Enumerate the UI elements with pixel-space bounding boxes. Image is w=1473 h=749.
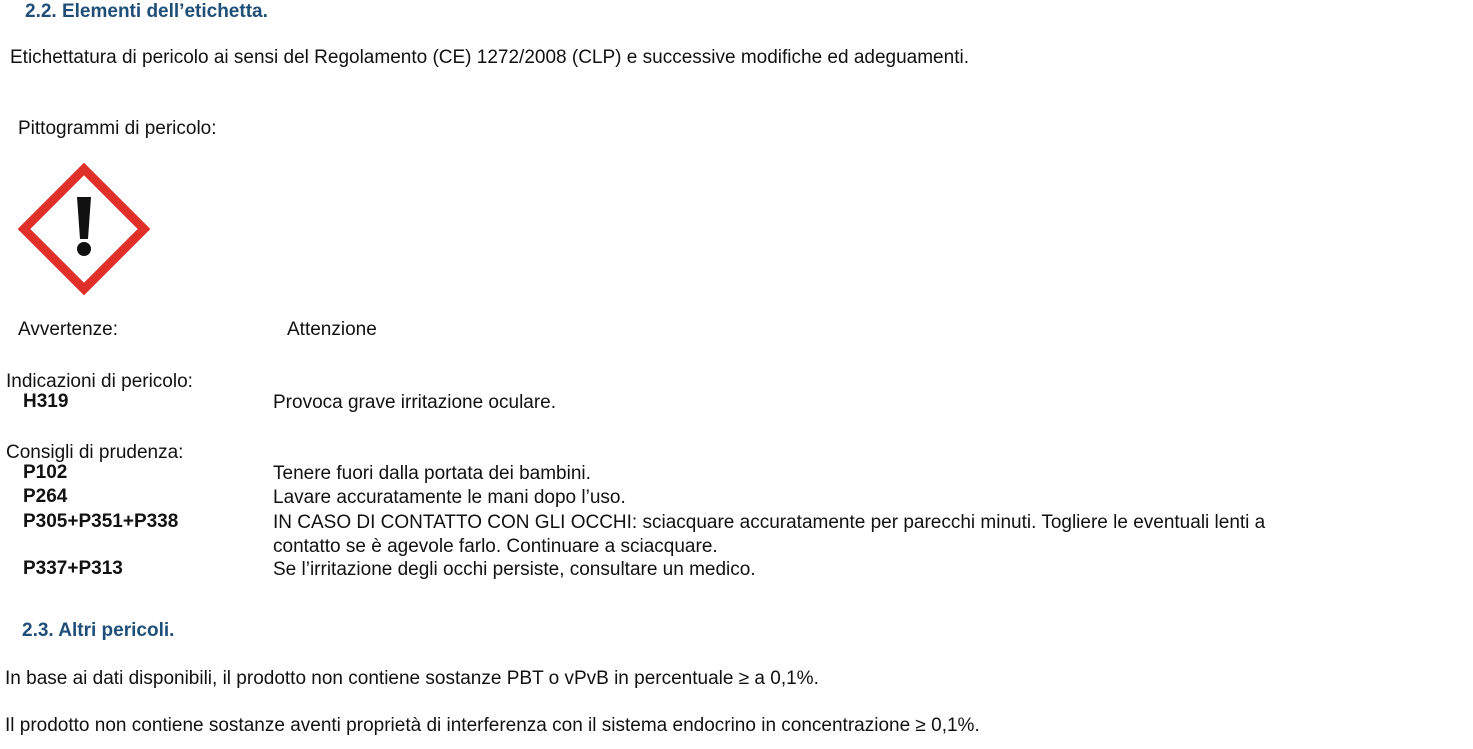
precaution-code-p264: P264 [23, 486, 68, 507]
exclamation-mark-hazard-icon [18, 163, 150, 295]
precaution-text-p102: Tenere fuori dalla portata dei bambini. [273, 463, 591, 484]
pbt-vpvb-paragraph: In base ai dati disponibili, il prodotto non contiene sostanze PBT o vPvB in percentuale ≥ a 0,1%. [5, 668, 819, 689]
signal-word-label: Avvertenze: [18, 319, 118, 340]
precaution-code-p337-p313: P337+P313 [23, 558, 123, 579]
pictograms-label: Pittogrammi di pericolo: [18, 118, 217, 139]
section-2-2-title: 2.2. Elementi dell’etichetta. [25, 1, 268, 22]
hazard-statements-label: Indicazioni di pericolo: [6, 371, 193, 392]
precaution-text-p305-p351-p338-continued: contatto se è agevole farlo. Continuare a sciacquare. [273, 536, 718, 557]
precaution-code-p305-p351-p338: P305+P351+P338 [23, 511, 179, 532]
precautionary-statements-label: Consigli di prudenza: [6, 442, 184, 463]
endocrine-paragraph: Il prodotto non contiene sostanze aventi proprietà di interferenza con il sistema endocrino in concentrazione ≥ 0,1%. [5, 715, 980, 736]
precaution-text-p264: Lavare accuratamente le mani dopo l’uso. [273, 487, 626, 508]
precaution-text-p305-p351-p338: IN CASO DI CONTATTO CON GLI OCCHI: sciacquare accuratamente per parecchi minuti. Togliere le eventuali lenti a [273, 512, 1266, 533]
signal-word-value: Attenzione [287, 319, 377, 340]
hazard-text-h319: Provoca grave irritazione oculare. [273, 392, 557, 413]
precaution-code-p102: P102 [23, 462, 68, 483]
hazard-code-h319: H319 [23, 391, 69, 412]
precaution-text-p337-p313: Se l’irritazione degli occhi persiste, consultare un medico. [273, 559, 756, 580]
section-2-3-title: 2.3. Altri pericoli. [22, 620, 175, 641]
clp-intro-text: Etichettatura di pericolo ai sensi del Regolamento (CE) 1272/2008 (CLP) e successive modifiche ed adeguamenti. [10, 47, 969, 68]
